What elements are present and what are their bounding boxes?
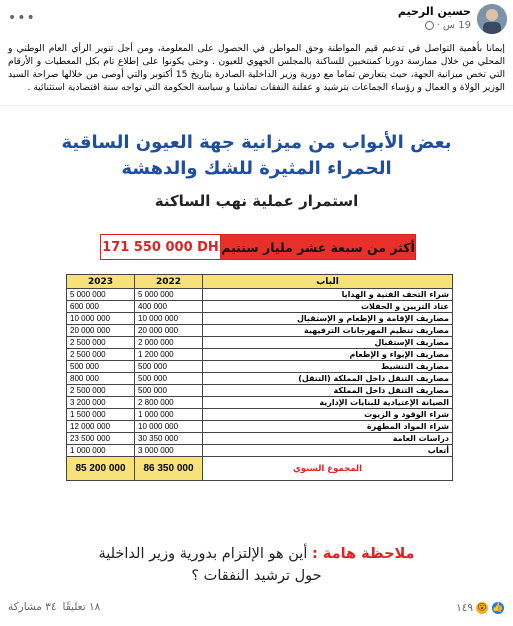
comment-count[interactable]: ١٨ تعليقًا [62, 601, 101, 613]
cell-2022: 500 000 [135, 373, 203, 385]
cell-2023: 600 000 [67, 301, 135, 313]
total-label: أكثر من سبعة عشر مليار سنتيم [221, 235, 415, 259]
budget-table [66, 274, 453, 481]
table-row [67, 421, 453, 433]
cell-label: مصاريف التنشيط [203, 361, 453, 373]
cell-2022: 2 000 000 [135, 337, 203, 349]
share-count[interactable]: ٣٤ مشاركة [8, 601, 57, 613]
post-caption: إيمانا بأهمية التواصل في تدعيم قيم المواطنة وحق المواطن في الحصول على المعلومة، ومن أجل تنوير الرأي العام الوطني و المحلي من خلال ممارسة دورنا كمنتخبين للساكنة بالمجلس الجهوي للعيون . وحتى يكونوا على إطلاع تام بكل المعطيات و الأرقام التي تخص ميزانية الجهة، حيث يتعارض تماما مع دورية وزير الداخلية الصادرة بتاريخ 15 أكتوبر والتي أوصى من خلالها صراحة السيد الوزير الولاة و العمال و رؤساء الجماعات بترشيد و عقلنة النفقات تماشيا و سياسة الحكومة التي تواجه سنة اقتصادية استثنائية . [8, 43, 506, 93]
cell-label: الصيانة الإعتيادية للبنايات الإدارية [203, 397, 453, 409]
table-row [67, 349, 453, 361]
table-row [67, 337, 453, 349]
col-label-header: الباب [203, 275, 453, 289]
cell-2022: 30 350 000 [135, 433, 203, 445]
cell-label: شراء الوقود و الزيوت [203, 409, 453, 421]
table-sum-row [67, 457, 453, 481]
table-row [67, 397, 453, 409]
reactions-summary[interactable] [456, 601, 505, 615]
sum-2023: 85 200 000 [67, 457, 135, 481]
cell-2023: 5 000 000 [67, 289, 135, 301]
cell-2023: 500 000 [67, 361, 135, 373]
table-row [67, 361, 453, 373]
post-footer [0, 598, 513, 620]
table-row [67, 433, 453, 445]
note-line1: أين هو الإلتزام بدورية وزير الداخلية [98, 546, 308, 562]
cell-label: مصاريف الإقامة و الإطعام و الإستقبال [203, 313, 453, 325]
poster-note [0, 543, 513, 587]
cell-2022: 500 000 [135, 361, 203, 373]
total-box [100, 234, 416, 260]
cell-2023: 12 000 000 [67, 421, 135, 433]
cell-label: مصاريف التنقل داخل المملكة [203, 385, 453, 397]
cell-2022: 20 000 000 [135, 325, 203, 337]
total-amount: 171 550 000 DH [101, 235, 221, 259]
table-row [67, 325, 453, 337]
cell-2023: 1 000 000 [67, 445, 135, 457]
cell-2023: 20 000 000 [67, 325, 135, 337]
post-image[interactable] [0, 105, 513, 590]
cell-label: مصاريف الإستقبال [203, 337, 453, 349]
like-reaction-icon: 👍 [492, 603, 504, 613]
table-row [67, 301, 453, 313]
cell-2022: 10 000 000 [135, 421, 203, 433]
cell-2022: 5 000 000 [135, 289, 203, 301]
table-row [67, 409, 453, 421]
cell-2023: 3 200 000 [67, 397, 135, 409]
more-options-icon[interactable]: ••• [8, 10, 36, 26]
cell-2022: 1 000 000 [135, 409, 203, 421]
post-time[interactable]: 19 س [442, 20, 471, 31]
cell-label: أتعاب [203, 445, 453, 457]
cell-2023: 23 500 000 [67, 433, 135, 445]
post-meta: 19 س · [425, 20, 471, 31]
col-2023-header: 2023 [67, 275, 135, 289]
cell-2023: 800 000 [67, 373, 135, 385]
cell-2022: 2 800 000 [135, 397, 203, 409]
reaction-count[interactable]: ١٤٩ [456, 602, 473, 614]
cell-2022: 400 000 [135, 301, 203, 313]
cell-label: شراء المواد المطهرة [203, 421, 453, 433]
sum-2022: 86 350 000 [135, 457, 203, 481]
engagement-counts [8, 601, 100, 613]
cell-2022: 500 000 [135, 385, 203, 397]
poster-subtitle: استمرار عملية نهب الساكنة [154, 192, 359, 210]
table-row [67, 313, 453, 325]
table-row [67, 445, 453, 457]
cell-2022: 1 200 000 [135, 349, 203, 361]
table-row [67, 289, 453, 301]
author-name[interactable]: حسين الرحيم [397, 5, 471, 18]
cell-label: دراسات العامة [203, 433, 453, 445]
cell-label: مصاريف الإيواء و الإطعام [203, 349, 453, 361]
avatar[interactable] [477, 4, 507, 34]
note-line2: حول ترشيد النفقات ؟ [191, 568, 322, 584]
table-header-row [67, 275, 453, 289]
cell-2022: 3 000 000 [135, 445, 203, 457]
cell-label: عتاد التزيين و الحفلات [203, 301, 453, 313]
cell-2022: 10 000 000 [135, 313, 203, 325]
table-body [67, 289, 453, 481]
wow-reaction-icon: 😮 [475, 601, 489, 615]
poster-title-line2: الحمراء المثيرة للشك والدهشة [121, 158, 392, 179]
cell-label: مصاريف تنظيم المهرجانات الترفيهية [203, 325, 453, 337]
post-header [0, 0, 513, 40]
note-highlight: ملاحظة هامة : [311, 546, 415, 562]
cell-2023: 1 500 000 [67, 409, 135, 421]
cell-2023: 2 500 000 [67, 349, 135, 361]
table-row [67, 373, 453, 385]
table-row [67, 385, 453, 397]
cell-2023: 10 000 000 [67, 313, 135, 325]
sum-label: المجموع السنوي [203, 457, 453, 481]
globe-icon [425, 21, 434, 30]
col-2022-header: 2022 [135, 275, 203, 289]
cell-2023: 2 500 000 [67, 337, 135, 349]
cell-2023: 2 500 000 [67, 385, 135, 397]
cell-label: شراء التحف الفنية و الهدايا [203, 289, 453, 301]
poster-title-line1: بعض الأبواب من ميزانية جهة العيون الساقية [61, 132, 452, 153]
cell-label: مصاريف التنقل داخل المملكة (التنقل) [203, 373, 453, 385]
